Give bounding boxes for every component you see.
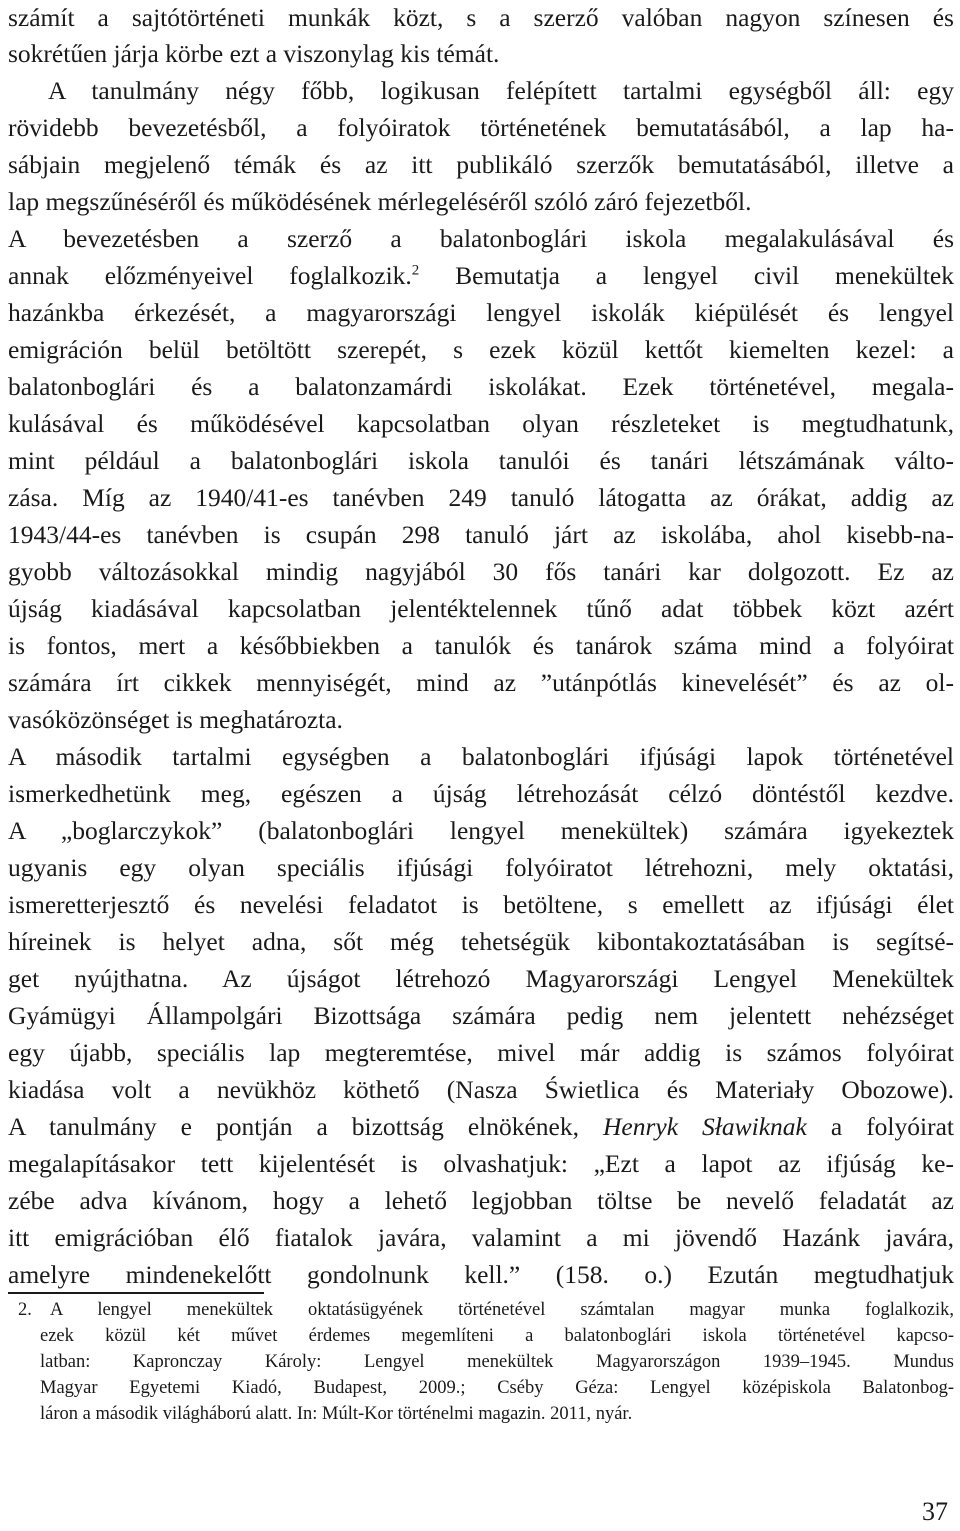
body-line: hazánkba érkezését, a magyarországi lengyel iskolák kiépülését és lengyel	[8, 298, 954, 327]
body-line: lap megszűnéséről és működésének mérlegeléséről szóló záró fejezetből.	[8, 187, 752, 216]
body-line: zása. Míg az 1940/41-es tanévben 249 tanuló látogatta az órákat, addig az	[8, 483, 954, 512]
body-line: mint például a balatonboglári iskola tanulói és tanári létszámának válto-	[8, 446, 954, 475]
footnote-line	[18, 1297, 954, 1323]
paragraph-start-line: A bevezetésben a szerző a balatonboglári iskola megalakulásával és	[8, 224, 954, 253]
body-line-with-italic-name	[8, 1109, 954, 1145]
body-line: 1943/44-es tanévben is csupán 298 tanuló járt az iskolába, ahol kisebb-na-	[8, 520, 954, 549]
body-line: ismerkedhetünk meg, egészen a újság létrehozását célzó döntéstől kezdve.	[8, 779, 954, 808]
body-line: Gyámügyi Állampolgári Bizottsága számára pedig nem jelentett nehézséget	[8, 1001, 954, 1030]
body-line: újság kiadásával kapcsolatban jelentéktelennek tűnő adat többek közt azért	[8, 594, 954, 623]
body-line: emigráción belül betöltött szerepét, s ezek közül kettőt kiemelten kezel: a	[8, 335, 954, 364]
body-line: vasóközönséget is meghatározta.	[8, 705, 343, 734]
body-line: itt emigrációban élő fiatalok javára, valamint a mi jövendő Hazánk javára,	[8, 1223, 954, 1252]
body-line: megalapításakor tett kijelentését is olvashatjuk: „Ezt a lapot az ifjúság ke-	[8, 1149, 954, 1178]
footnote-line: ezek közül két művet érdemes megemlíteni a balatonboglári iskola történetével kapcso-	[40, 1326, 954, 1346]
footnote-line: láron a második világháború alatt. In: Múlt-Kor történelmi magazin. 2011, nyár.	[40, 1404, 633, 1424]
body-line: számára írt cikkek mennyiségét, mind az ”utánpótlás kinevelését” és az ol-	[8, 668, 954, 697]
body-line: kiadása volt a nevükhöz köthető (Nasza Świetlica és Materiały Obozowe).	[8, 1075, 954, 1104]
footnote-line: latban: Kapronczay Károly: Lengyel menekültek Magyarországon 1939–1945. Mundus	[40, 1352, 954, 1372]
body-line-with-footnote-ref	[8, 258, 954, 294]
body-line: zébe adva kívánom, hogy a lehető legjobban töltse be nevelő feladatát az	[8, 1186, 954, 1215]
body-line: egy újabb, speciális lap megteremtése, mivel már addig is számos folyóirat	[8, 1038, 954, 1067]
paragraph-start-line: A második tartalmi egységben a balatonboglári ifjúsági lapok történetével	[8, 742, 954, 771]
document-page	[8, 0, 954, 1531]
body-line: amelyre mindenekelőtt gondolnunk kell.” (158. o.) Ezután megtudhatjuk	[8, 1260, 954, 1289]
footnote-reference: 2	[411, 262, 420, 279]
footnote-text: A lengyel menekültek oktatásügyének történetével számtalan magyar munka foglalkozik,	[50, 1300, 954, 1320]
text-segment: a folyóirat	[806, 1112, 954, 1141]
body-line: ugyanis egy olyan speciális ifjúsági folyóiratot létrehozni, mely oktatási,	[8, 853, 954, 882]
body-line: A „boglarczykok” (balatonboglári lengyel menekültek) számára igyekeztek	[8, 816, 954, 845]
body-line: híreinek is helyet adna, sőt még tehetségük kibontakoztatásában is segítsé-	[8, 927, 954, 956]
text-segment: Bemutatja a lengyel civil menekültek	[419, 261, 954, 290]
body-line: számít a sajtótörténeti munkák közt, s a szerző valóban nagyon színesen és	[8, 3, 954, 32]
body-line: kulásával és működésével kapcsolatban olyan részleteket is megtudhatunk,	[8, 409, 954, 438]
body-line: is fontos, mert a későbbiekben a tanulók és tanárok száma mind a folyóirat	[8, 631, 954, 660]
body-line: gyobb változásokkal mindig nagyjából 30 fős tanári kar dolgozott. Ez az	[8, 557, 954, 586]
body-line: sokrétűen járja körbe ezt a viszonylag kis témát.	[8, 39, 500, 68]
body-line: ismeretterjesztő és nevelési feladatot is betöltene, s emellett az ifjúsági élet	[8, 890, 954, 919]
paragraph-start-line: A tanulmány négy főbb, logikusan felépített tartalmi egységből áll: egy	[48, 76, 954, 105]
page-number: 37	[922, 1497, 948, 1526]
text-segment: annak előzményeivel foglalkozik.	[8, 261, 412, 290]
body-line: rövidebb bevezetésből, a folyóiratok történetének bemutatásából, a lap ha-	[8, 113, 954, 142]
footnote-rule	[8, 1292, 264, 1294]
footnote-number: 2.	[18, 1300, 32, 1320]
body-line: balatonboglári és a balatonzamárdi iskolákat. Ezek történetével, megala-	[8, 372, 954, 401]
footnote-line: Magyar Egyetemi Kiadó, Budapest, 2009.; Cséby Géza: Lengyel középiskola Balatonbog-	[40, 1378, 954, 1398]
body-line: sábjain megjelenő témák és az itt publikáló szerzők bemutatásából, illetve a	[8, 150, 954, 179]
italic-name: Henryk Sławiknak	[603, 1112, 807, 1141]
body-line: get nyújthatna. Az újságot létrehozó Magyarországi Lengyel Menekültek	[8, 964, 954, 993]
text-segment: A tanulmány e pontján a bizottság elnökének,	[8, 1112, 604, 1141]
